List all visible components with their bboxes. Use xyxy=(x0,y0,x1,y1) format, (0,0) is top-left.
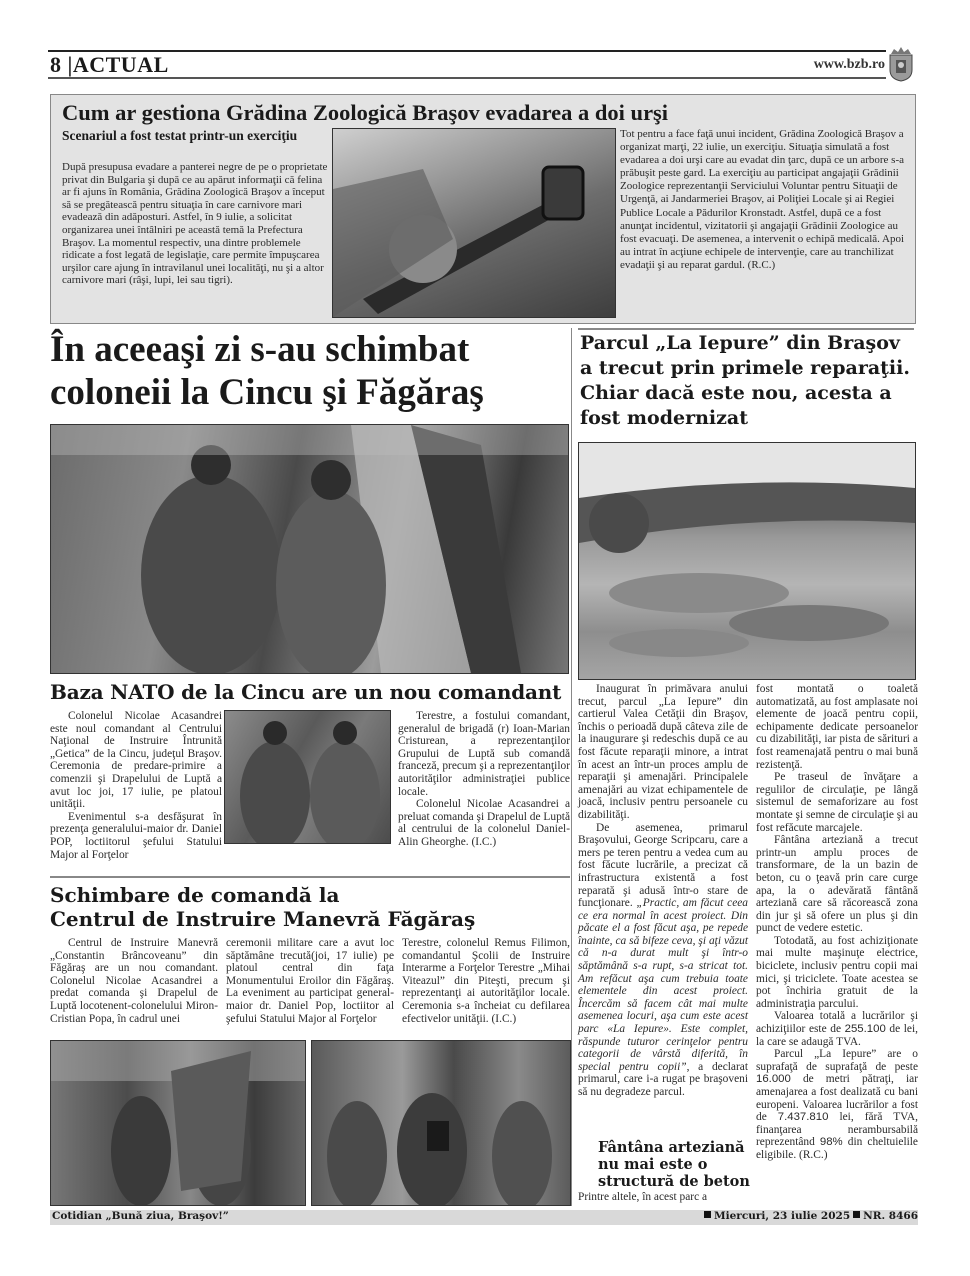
text-run: Valoarea totală a lucrărilor şi achiziţiilor este de xyxy=(756,1010,918,1036)
main-headline: În aceeaşi zi s-au schimbat coloneii la Cincu şi Făgăraş xyxy=(50,329,484,413)
zoo-article-paragraph-right: Tot pentru a face faţă unui incident, Grădina Zoologică Braşov a organizat marţi, 22 iulie, un exerciţiu. Situaţia simulată a fost evadarea a doi urşi care au evadat din ţarc, după ce un arbore s-a prăbuşit peste gard. La exerciţiu au participat angajaţii Grădinii Zoologice reprezentanţii Serviciului Voluntar pentru Situaţii de Urgenţă, ai Jandarmeriei Braşov, ai Poliţiei Locale şi ai Regiei Publice Locale a Pădurilor Kronstadt. Astfel, după ce a fost anunţat incidentul, vizitatorii şi angajaţii Grădinii Zoologice au fost evacuaţi. De asemenea, a intervenit o echipă medicală. Apoi au intrat în acţiune echipele de intervenţie, care au tranchilizat evadaţii şi au reparat gardul. (R.C.) xyxy=(620,128,905,271)
fountain-subheading: Fântâna arteziană nu mai este o structură de beton xyxy=(598,1139,750,1190)
section-name: ACTUAL xyxy=(72,52,169,77)
park-paragraph: Inaugurat în primăvara anului trecut, parcul „La Iepure” din cartierul Valea Cetăţii din Braşov, închis o perioadă după câteva zile de la inaugurare şi redeschis după ce au fost făcute reparaţii minore, a intrat în acest an într-un proces amplu de reparaţii şi amenajări. Principalele amenajări au vizat echipamentele de joacă, inclusiv pentru persoanele cu dizabilităţi. xyxy=(578,683,748,821)
issue-date: Miercuri, 23 iulie 2025 xyxy=(714,1210,851,1222)
fagaras-paragraph: Terestre, colonelul Remus Filimon, comandantul Şcolii de Instruire Interarme a Forţelor Terestre „Mihai Viteazul” din Piteşti, precum şi reprezentanţi ai autorităţilor locale. Ceremonia s-a încheiat cu defilarea efectivelor unităţii. (I.C.) xyxy=(402,937,570,1025)
mayor-quote: „Practic, am făcut ceea ce era normal în acest proiect. Din păcate el a fost făcut aşa, pe repede înainte, ca să bifeze ceva, şi aţi văzut că n-a durat mult şi într-o săptămână s-a rupt, s-a stricat tot. Am refăcut aşa cum trebuia toate elementele din acest proiect. Încercăm să facem cât mai multe asemenea locuri, aşa cum este acest parc «La Iepure». Este complet, răspunde tuturor cerinţelor pentru categorii de vârstă diferită, în special pentru copii” xyxy=(578,897,748,1073)
text-run: de lei, la care se adaugă TVA. xyxy=(756,1023,919,1048)
page-number: 8 xyxy=(50,52,62,77)
fagaras-paragraph: Centrul de Instruire Manevră „Constantin Brâncoveanu” din Făgăraş are un nou comandant. Colonelul Nicolae Acasandrei a predat comanda şi Drapelul de Luptă locotenent-colonelului Miron-Cristian Popa, în cadrul unei xyxy=(50,937,218,1025)
section-divider: | xyxy=(67,52,73,77)
zoo-rifle-photo xyxy=(332,128,616,318)
zoo-article-paragraph-left: După presupusa evadare a panterei negre de pe o proprietate privat din Bulgaria şi după ce au apărut informaţii că felina ar fi ajuns în România, Grădina Zoologică Braşov a început să se pregătească pentru situaţia în care carnivore mari evadează din adăposturi. Astfel, în 9 iulie, a solicitat organizarea unei întâlniri pe această temă la Prefectura Braşov. La momentul respectiv, una dintre problemele ridicate a fost legată de legislaţie, care permite împuşcarea urşilor care ajung în intravilanul unei localităţi, nu şi a altor carnivore mari (râşi, lupi, lei sau tigri). xyxy=(62,161,328,287)
nato-article-column-2 xyxy=(398,710,570,849)
page-header xyxy=(50,52,169,78)
park-quote-intro: De asemenea, primarul Braşovului, George Scripcaru, care a mers pe teren pentru a vedea cum au fost făcute lucrările, a precizat că infrastructura existentă a fost reparată şi adusă într-o stare de funcţionare. xyxy=(578,821,748,910)
fagaras-article-title xyxy=(50,883,570,931)
nato-article-column-1 xyxy=(50,710,222,861)
zoo-article-subtitle: Scenariul a fost testat printr-un exerciţiu xyxy=(62,128,298,143)
park-article-column-1-end xyxy=(578,1191,748,1204)
header-rule-top xyxy=(48,50,886,52)
issue-number: NR. 8466 xyxy=(863,1210,918,1222)
text-run: Parcul „La Iepure” are o suprafaţă de suprafaţă de peste xyxy=(756,1048,918,1073)
park-paragraph: Fântâna arteziană a trecut printr-un amplu proces de transformare, de la un bazin de beton, cu o ţeavă prin care curge apa, la o adevărată fântână arteziană care să răcorească zona din jur şi să ofere un plus şi din punct de vedere estetic. xyxy=(756,834,918,935)
square-bullet-icon xyxy=(853,1211,860,1218)
park-aerial-photo xyxy=(578,442,916,680)
works-value: 7.437.810 xyxy=(777,1111,829,1124)
column-divider xyxy=(571,328,572,1206)
nato-paragraph: Terestre, a fostului comandant, generalul de brigadă (r) Ioan-Marian Cristurean, a reprezentanţilor Grupului de Luptă sub comandă franceză, precum şi a reprezentanţilor autorităţilor administraţiei publice locale. xyxy=(398,710,570,798)
website-link[interactable]: www.bzb.ro xyxy=(813,57,885,72)
park-paragraph: Totodată, au fost achiziţionate mai multe maşinuţe electrice, biciclete, inclusiv pentru copii mai mici, şi triciclete. Toate acestea se pot închiria gratuit de la administraţia parcului. xyxy=(756,934,918,1010)
fagaras-article-column-1 xyxy=(50,937,218,1025)
flag-ceremony-photo xyxy=(50,424,569,674)
park-paragraph xyxy=(578,822,748,1099)
park-paragraph: fost montată o toaletă automatizată, au fost amplasate noi elemente de joacă pentru copii, echipamente dedicate persoanelor cu dizabilităţi, iar pista de sărituri a fost reamenajată pentru o mai bună rezistenţă. xyxy=(756,683,918,771)
funding-percent: 98% xyxy=(819,1136,843,1149)
park-quote-outro: , a declarat primarul, care i-a rugat pe braşoveni să nu degradeze parcul. xyxy=(578,1060,749,1098)
fagaras-article-column-3 xyxy=(402,937,570,1025)
fagaras-title-line-2: Centrul de Instruire Manevră Făgăraş xyxy=(50,907,476,931)
total-value: 255.100 xyxy=(844,1023,886,1036)
nato-handshake-photo xyxy=(224,710,391,844)
coat-of-arms-icon xyxy=(888,46,914,82)
park-article-title: Parcul „La Iepure” din Braşov a trecut prin primele reparaţii. Chiar dacă este nou, acesta a fost modernizat xyxy=(580,332,910,429)
square-bullet-icon xyxy=(704,1211,711,1218)
nato-paragraph: Evenimentul s-a desfăşurat în prezenţa generalului-maior dr. Daniel POP, loctiitorul şefului Statului Major al Forţelor xyxy=(50,810,222,861)
fagaras-award-photo xyxy=(311,1040,571,1206)
text-run: de metri pătraţi, iar amenajarea a fost dealizată cu bani europeni. Valoarea lucrărilor a fost de xyxy=(756,1073,918,1124)
text-run: din cheltuielile eligibile. (R.C.) xyxy=(756,1136,918,1161)
fagaras-flag-photo xyxy=(50,1040,306,1206)
nato-article-title: Baza NATO de la Cincu are un nou comandant xyxy=(50,680,562,704)
zoo-article-title: Cum ar gestiona Grădina Zoologică Braşov evadarea a doi urşi xyxy=(62,100,669,125)
nato-paragraph: Colonelul Nicolae Acasandrei a preluat comanda şi Drapelul de Luptă al centrului de la colonelul Daniel-Alin Gheorghe. (I.C.) xyxy=(398,798,570,848)
nato-paragraph: Colonelul Nicolae Acasandrei este noul comandant al Centrului Naţional de Instruire Întrunită „Getica” de la Cincu, judeţul Braşov. Ceremonia de predare-primire a comenzii şi Drapelului de Luptă a avut loc joi, 17 iulie, pe platoul unităţii. xyxy=(50,710,222,811)
fagaras-paragraph: ceremonii militare care a avut loc săptămâne trecută(joi, 17 iulie) pe platoul central din faţa Monumentului Eroilor din Făgăraş. La eveniment au participat general-maior dr. Daniel Pop, loctiitor al şefului Statului Major al Forţelor xyxy=(226,937,394,1025)
park-paragraph xyxy=(756,1048,918,1161)
text-run: lei, fără TVA, finanţarea nerambursabilă reprezentând xyxy=(756,1111,918,1149)
fagaras-title-line-1: Schimbare de comandă la xyxy=(50,883,340,907)
issue-info xyxy=(701,1210,918,1222)
header-rule-bottom xyxy=(48,77,886,79)
park-article-column-1 xyxy=(578,683,748,1099)
park-area-value: 16.000 xyxy=(756,1073,791,1086)
park-paragraph: Printre altele, în acest parc a xyxy=(578,1191,708,1203)
section-rule xyxy=(50,876,570,878)
publication-name: Cotidian „Bună ziua, Braşov!” xyxy=(52,1210,229,1222)
park-paragraph: Pe traseul de învăţare a regulilor de circulaţie, pe lângă sistemul de semaforizare au fost montate şi semne de circulaţie şi au fost refăcute marcajele. xyxy=(756,771,918,834)
park-section-rule xyxy=(578,328,914,330)
park-paragraph xyxy=(756,1010,918,1048)
park-article-column-2 xyxy=(756,683,918,1162)
fagaras-article-column-2 xyxy=(226,937,394,1025)
